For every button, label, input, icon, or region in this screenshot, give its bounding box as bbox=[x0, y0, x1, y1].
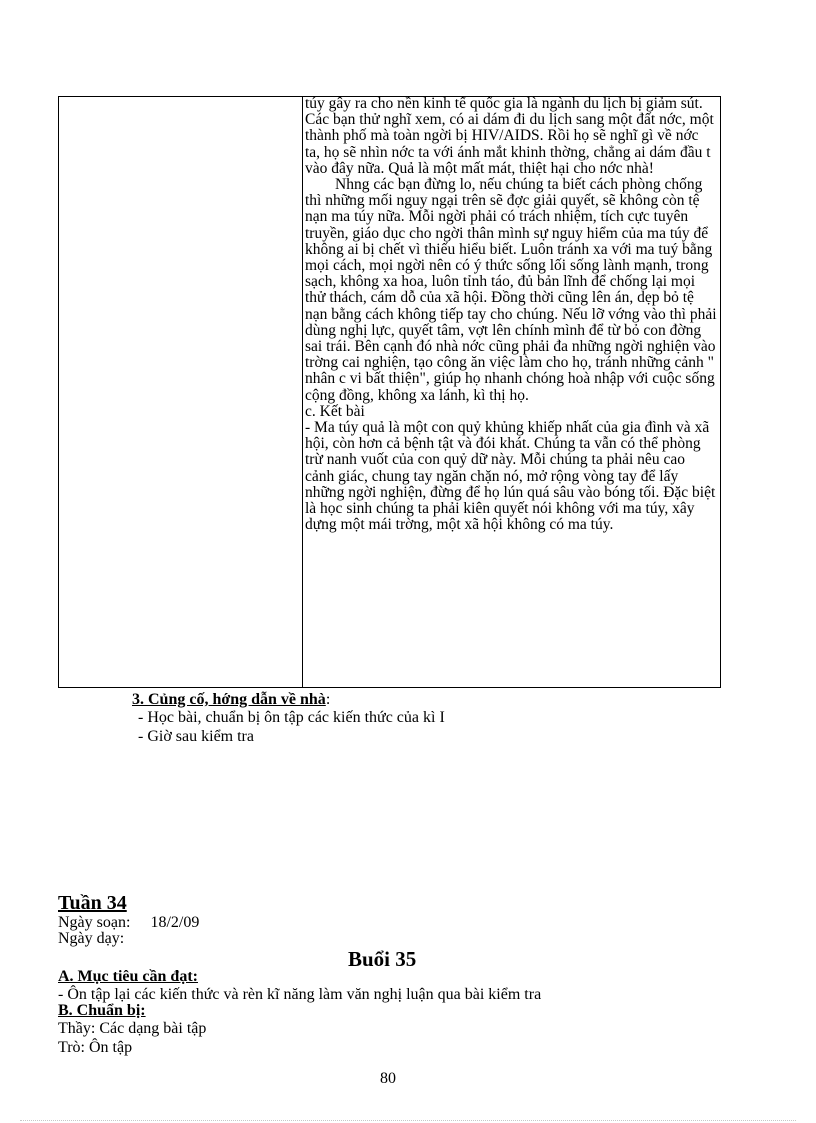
student-line: Trò: Ôn tập bbox=[58, 1039, 133, 1056]
prep-date-row bbox=[58, 914, 199, 931]
page-bottom-rule bbox=[20, 1120, 796, 1121]
session-title: Buổi 35 bbox=[348, 947, 417, 971]
prep-date-value: 18/2/09 bbox=[150, 914, 200, 931]
table-right-cell bbox=[305, 96, 717, 688]
teach-date-label: Ngày dạy: bbox=[58, 930, 125, 947]
table-column-divider bbox=[302, 96, 303, 688]
page-number: 80 bbox=[380, 1070, 396, 1087]
consolidation-heading-text: 3. Củng cố, hớng dẫn về nhà bbox=[132, 691, 326, 708]
cell-paragraph-2: Nhng các bạn đừng lo, nếu chúng ta biết cách phòng chống thì những mối nguy ngại trên sẽ đợc giải quyết, sẽ không còn tệ nạn ma túy nữa. Mỗi ngời phải có trách nhiệm, tích cực tuyên truyền, giáo dục cho ngời thân mình sự nguy hiểm của ma túy để không ai bị chết vì thiếu hiểu biết. Luôn tránh xa với ma tuý bằng mọi cách, mọi ngời nên có ý thức sống lối sống lành mạnh, trong sạch, không xa hoa, luôn tỉnh táo, đủ bản lĩnh để chống lại mọi thử thách, cám dỗ của xã hội. Đồng thời cũng lên án, dẹp bỏ tệ nạn bằng cách không tiếp tay cho chúng. Nếu lỡ vớng vào thì phải dùng nghị lực, quyết tâm, vợt lên chính mình để từ bỏ con đờng sai trái. Bên cạnh đó nhà nớc cũng phải đa những ngời nghiện vào trờng cai nghiện, tạo công ăn việc làm cho họ, tránh những cảnh " nhân c vi bất thiện", giúp họ nhanh chóng hoà nhập với cuộc sống cộng đồng, không xa lánh, kì thị họ. bbox=[305, 176, 717, 404]
teacher-line: Thầy: Các dạng bài tập bbox=[58, 1020, 207, 1037]
section-b-heading: B. Chuẩn bị: bbox=[58, 1002, 146, 1019]
prep-date-label: Ngày soạn: bbox=[58, 914, 131, 931]
section-a-heading: A. Mục tiêu cần đạt: bbox=[58, 968, 198, 985]
conclusion-paragraph: - Ma túy quả là một con quỷ khủng khiếp nhất của gia đình và xã hội, còn hơn cả bệnh tật và đói khát. Chúng ta vẫn có thể phòng trừ nanh vuốt của con quỷ dữ này. Mỗi chúng ta phải nêu cao cảnh giác, chung tay ngăn chặn nó, mở rộng vòng tay để lấy những ngời nghiện, đừng để họ lún quá sâu vào bóng tối. Đặc biệt là học sinh chúng ta phải kiên quyết nói không với ma túy, xây dựng một mái trờng, một xã hội không có ma túy. bbox=[305, 419, 716, 534]
consolidation-heading-colon: : bbox=[325, 691, 331, 708]
homework-item-1: - Học bài, chuẩn bị ôn tập các kiến thức của kì I bbox=[138, 709, 445, 726]
conclusion-heading: c. Kết bài bbox=[305, 402, 365, 420]
consolidation-heading bbox=[132, 691, 330, 708]
section-a-text: - Ôn tập lại các kiến thức và rèn kĩ năng làm văn nghị luận qua bài kiểm tra bbox=[58, 986, 542, 1003]
homework-item-2: - Giờ sau kiểm tra bbox=[138, 728, 254, 745]
cell-paragraph-1: túy gây ra cho nền kinh tế quốc gia là ngành du lịch bị giảm sút. Các bạn thử nghĩ xem, có ai dám đi du lịch sang một đất nớc, một thành phố mà toàn ngời bị HIV/AIDS. Rồi họ sẽ nghĩ gì về nớc ta, họ sẽ nhìn nớc ta với ánh mắt khinh thờng, chẳng ai dám đầu t vào đây nữa. Quả là một mất mát, thiệt hại cho nớc nhà! bbox=[305, 96, 714, 177]
week-title: Tuần 34 bbox=[58, 892, 127, 914]
